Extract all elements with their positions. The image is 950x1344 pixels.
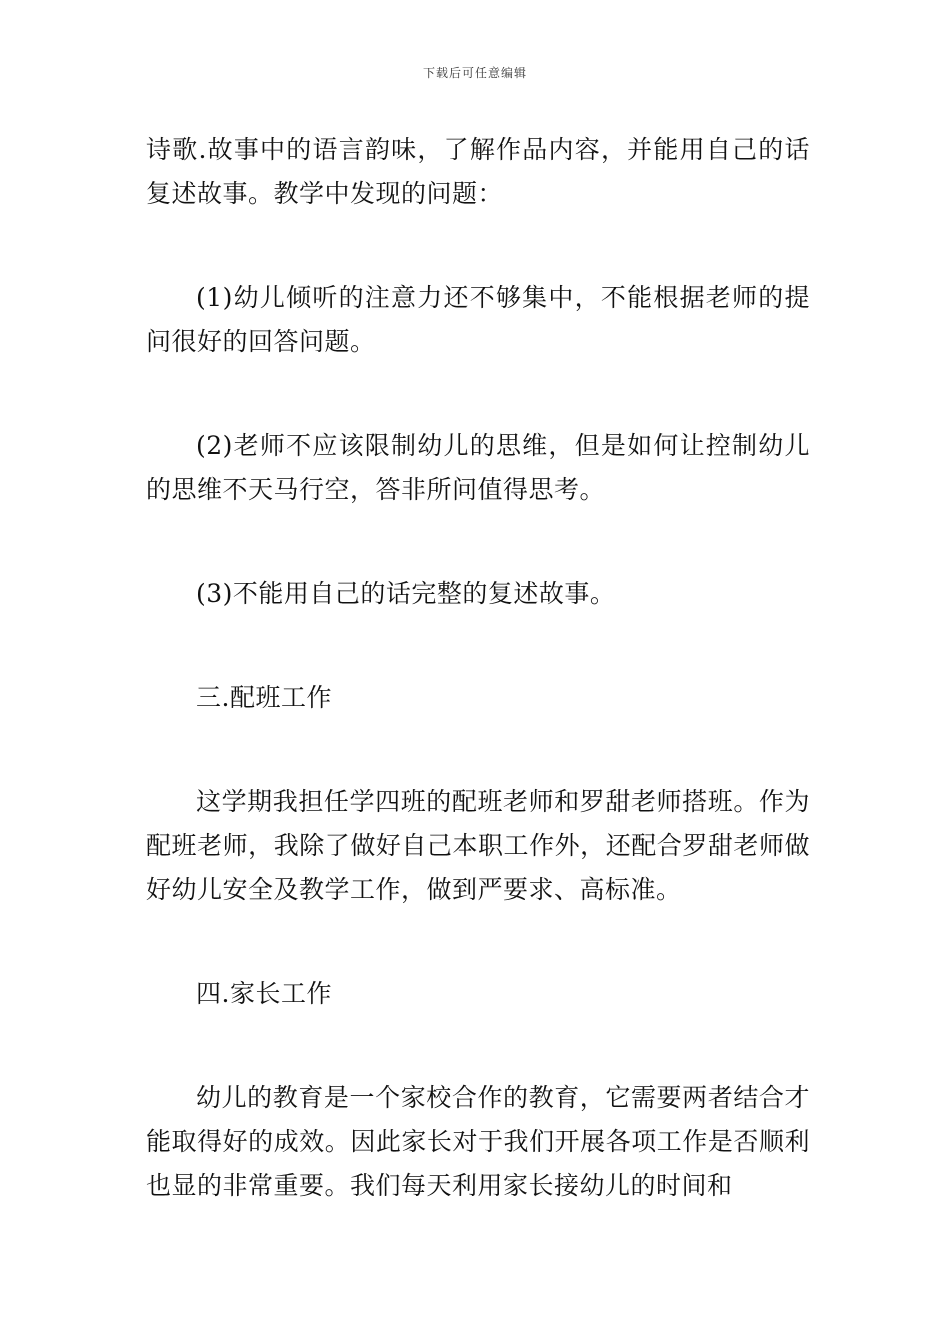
- paragraph-assistant-teacher: 这学期我担任学四班的配班老师和罗甜老师搭班。作为配班老师，我除了做好自己本职工作外，还配合罗甜老师做好幼儿安全及教学工作，做到严要求、高标准。: [146, 787, 810, 904]
- paragraph-problem-1: (1)幼儿倾听的注意力还不够集中，不能根据老师的提问很好的回答问题。: [146, 283, 810, 356]
- page-header: 下载后可任意编辑: [422, 66, 527, 80]
- section-heading-4: 四.家长工作: [196, 979, 332, 1008]
- paragraph-parent-work: 幼儿的教育是一个家校合作的教育，它需要两者结合才能取得好的成效。因此家长对于我们开展各项工作是否顺利也显的非常重要。我们每天利用家长接幼儿的时间和: [146, 1083, 810, 1200]
- paragraph-problem-2: (2)老师不应该限制幼儿的思维，但是如何让控制幼儿的思维不天马行空，答非所问值得思考。: [146, 431, 810, 504]
- paragraph-problem-3: (3)不能用自己的话完整的复述故事。: [196, 579, 616, 608]
- document-body: [146, 128, 810, 1268]
- paragraph-intro: 诗歌.故事中的语言韵味，了解作品内容，并能用自己的话复述故事。教学中发现的问题：: [146, 135, 810, 208]
- section-heading-3: 三.配班工作: [196, 683, 332, 712]
